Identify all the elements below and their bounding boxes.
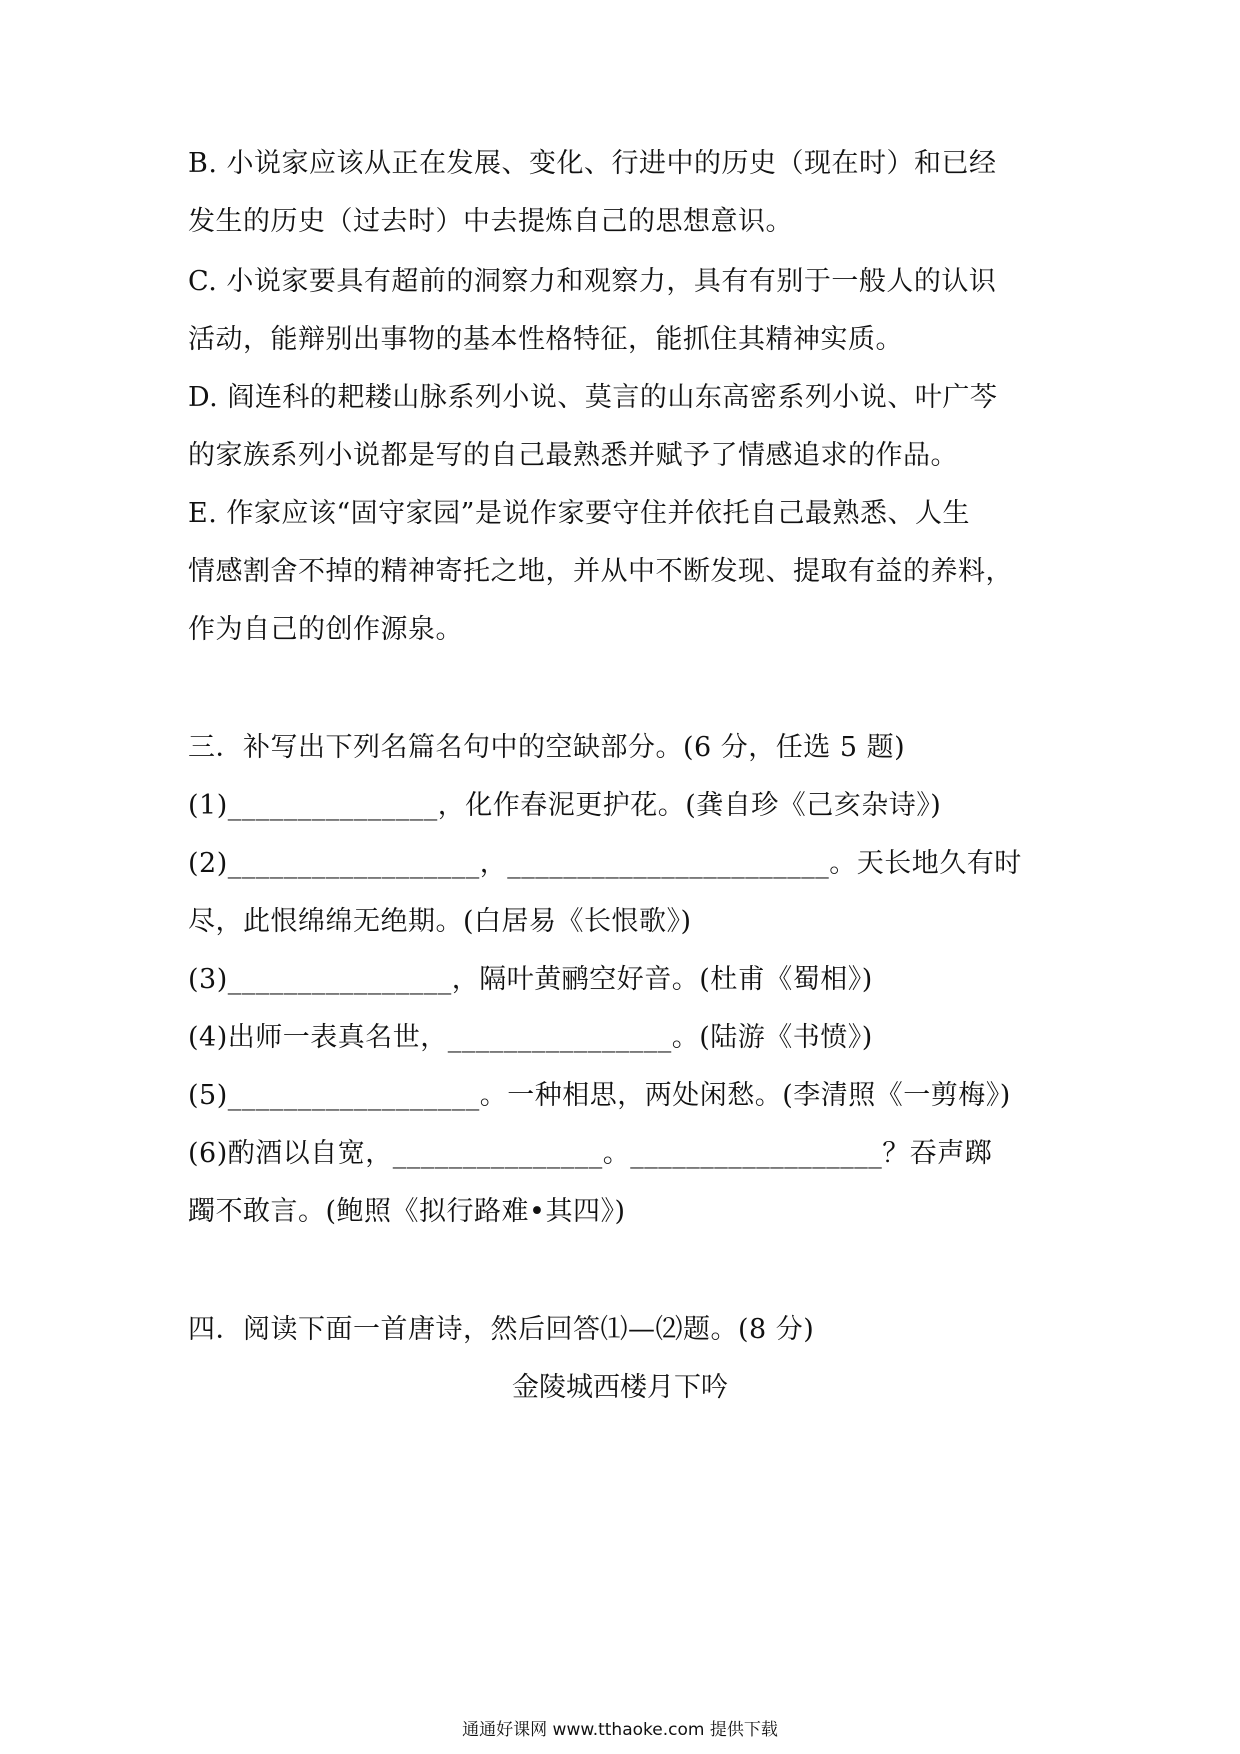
option-d-line-2: 的家族系列小说都是写的自己最熟悉并赋予了情感追求的作品。 [188,440,958,471]
poem-title: 金陵城西楼月下吟 [512,1372,728,1403]
question-6-line-1: (6)酌酒以自宽，_______________。__________________？吞声踯 [188,1138,993,1169]
section-four-heading: 四．阅读下面一首唐诗，然后回答⑴—⑵题。(8 分) [188,1314,815,1345]
question-5: (5)__________________。一种相思，两处闲愁。(李清照《一剪梅》) [188,1080,1011,1111]
question-6-line-2: 躅不敢言。(鲍照《拟行路难•其四》) [188,1196,626,1227]
section-three-heading: 三．补写出下列名篇名句中的空缺部分。(6 分，任选 5 题) [188,732,906,763]
option-c-line-2: 活动，能辩别出事物的基本性格特征，能抓住其精神实质。 [188,324,903,355]
option-e-line-1: E. 作家应该“固守家园”是说作家要守住并依托自己最熟悉、人生 [188,498,970,529]
option-d-line-1: D. 阎连科的耙耧山脉系列小说、莫言的山东高密系列小说、叶广芩 [188,382,998,413]
option-e-line-3: 作为自己的创作源泉。 [188,614,463,645]
option-b-line-2: 发生的历史（过去时）中去提炼自己的思想意识。 [188,206,793,237]
question-3: (3)________________，隔叶黄鹂空好音。(杜甫《蜀相》) [188,964,873,995]
footer-download-note: 通通好课网 www.tthaoke.com 提供下载 [462,1720,778,1740]
question-2-line-1: (2)__________________，_______________________。天长地久有时 [188,848,1022,879]
option-c-line-1: C. 小说家要具有超前的洞察力和观察力，具有有别于一般人的认识 [188,266,997,297]
question-2-line-2: 尽，此恨绵绵无绝期。(白居易《长恨歌》) [188,906,692,937]
option-b-line-1: B. 小说家应该从正在发展、变化、行进中的历史（现在时）和已经 [188,148,997,179]
question-4: (4)出师一表真名世，________________。(陆游《书愤》) [188,1022,873,1053]
question-1: (1)_______________，化作春泥更护花。(龚自珍《己亥杂诗》) [188,790,942,821]
option-e-line-2: 情感割舍不掉的精神寄托之地，并从中不断发现、提取有益的养料， [188,556,1013,587]
